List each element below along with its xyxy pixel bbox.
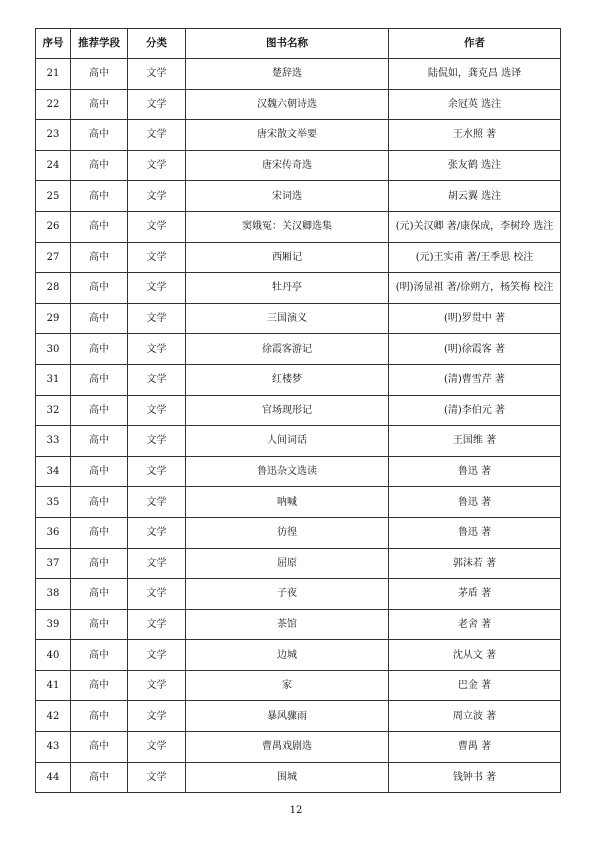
cell-author: (明)徐霞客 著: [389, 334, 561, 365]
table-row: [36, 120, 561, 151]
cell-stage: 高中: [71, 89, 128, 120]
header-title: 图书名称: [186, 29, 389, 59]
header-stage: 推荐学段: [71, 29, 128, 59]
cell-category: 文学: [128, 120, 186, 151]
cell-title: 徐霞客游记: [186, 334, 389, 365]
cell-stage: 高中: [71, 59, 128, 90]
cell-author: (清)曹雪芹 著: [389, 364, 561, 395]
table-row: [36, 426, 561, 457]
cell-author: 茅盾 著: [389, 579, 561, 610]
cell-title: 鲁迅杂文选读: [186, 456, 389, 487]
cell-title: 屈原: [186, 548, 389, 579]
cell-category: 文学: [128, 579, 186, 610]
cell-category: 文学: [128, 364, 186, 395]
cell-author: 鲁迅 著: [389, 456, 561, 487]
cell-no: 41: [36, 670, 71, 701]
cell-no: 26: [36, 211, 71, 242]
table-row: [36, 59, 561, 90]
cell-no: 33: [36, 426, 71, 457]
cell-author: 周立波 著: [389, 701, 561, 732]
cell-author: 陆侃如，龚克昌 选译: [389, 59, 561, 90]
cell-author: 郭沫若 著: [389, 548, 561, 579]
cell-stage: 高中: [71, 609, 128, 640]
cell-no: 40: [36, 640, 71, 671]
table-row: [36, 273, 561, 304]
cell-stage: 高中: [71, 670, 128, 701]
table-row: [36, 670, 561, 701]
table-row: [36, 364, 561, 395]
cell-title: 围城: [186, 762, 389, 793]
book-list-table: [35, 28, 561, 793]
cell-category: 文学: [128, 211, 186, 242]
cell-no: 32: [36, 395, 71, 426]
cell-category: 文学: [128, 59, 186, 90]
table-row: [36, 303, 561, 334]
cell-no: 44: [36, 762, 71, 793]
cell-category: 文学: [128, 609, 186, 640]
cell-no: 30: [36, 334, 71, 365]
cell-title: 三国演义: [186, 303, 389, 334]
table-row: [36, 609, 561, 640]
cell-title: 牡丹亭: [186, 273, 389, 304]
table-header-row: [36, 29, 561, 59]
cell-stage: 高中: [71, 456, 128, 487]
cell-title: 呐喊: [186, 487, 389, 518]
cell-no: 38: [36, 579, 71, 610]
cell-category: 文学: [128, 701, 186, 732]
cell-no: 25: [36, 181, 71, 212]
cell-title: 人间词话: [186, 426, 389, 457]
cell-stage: 高中: [71, 487, 128, 518]
cell-no: 43: [36, 732, 71, 763]
cell-title: 汉魏六朝诗选: [186, 89, 389, 120]
cell-author: (元)王实甫 著/王季思 校注: [389, 242, 561, 273]
table-row: [36, 181, 561, 212]
cell-stage: 高中: [71, 395, 128, 426]
table-row: [36, 456, 561, 487]
cell-stage: 高中: [71, 211, 128, 242]
cell-author: 钱钟书 著: [389, 762, 561, 793]
table-row: [36, 211, 561, 242]
cell-author: 曹禺 著: [389, 732, 561, 763]
table-row: [36, 89, 561, 120]
cell-title: 曹禺戏剧选: [186, 732, 389, 763]
cell-title: 西厢记: [186, 242, 389, 273]
cell-title: 边城: [186, 640, 389, 671]
cell-title: 宋词选: [186, 181, 389, 212]
cell-stage: 高中: [71, 120, 128, 151]
cell-author: 鲁迅 著: [389, 517, 561, 548]
cell-no: 37: [36, 548, 71, 579]
header-category: 分类: [128, 29, 186, 59]
cell-stage: 高中: [71, 426, 128, 457]
cell-title: 官场现形记: [186, 395, 389, 426]
table-row: [36, 487, 561, 518]
table-row: [36, 334, 561, 365]
cell-category: 文学: [128, 670, 186, 701]
cell-stage: 高中: [71, 242, 128, 273]
header-author: 作者: [389, 29, 561, 59]
cell-author: 巴金 著: [389, 670, 561, 701]
table-row: [36, 517, 561, 548]
cell-category: 文学: [128, 732, 186, 763]
cell-title: 唐宋传奇选: [186, 150, 389, 181]
cell-category: 文学: [128, 334, 186, 365]
cell-stage: 高中: [71, 762, 128, 793]
cell-no: 29: [36, 303, 71, 334]
table-row: [36, 242, 561, 273]
table-body: [36, 59, 561, 793]
cell-author: 胡云翼 选注: [389, 181, 561, 212]
cell-stage: 高中: [71, 334, 128, 365]
cell-no: 31: [36, 364, 71, 395]
header-no: 序号: [36, 29, 71, 59]
cell-title: 红楼梦: [186, 364, 389, 395]
cell-category: 文学: [128, 762, 186, 793]
cell-title: 唐宋散文举要: [186, 120, 389, 151]
cell-no: 24: [36, 150, 71, 181]
cell-no: 28: [36, 273, 71, 304]
cell-author: 张友鹤 选注: [389, 150, 561, 181]
table-row: [36, 548, 561, 579]
cell-title: 彷徨: [186, 517, 389, 548]
cell-title: 窦娥冤：关汉卿选集: [186, 211, 389, 242]
cell-author: (元)关汉卿 著/康保成，李树玲 选注: [389, 211, 561, 242]
cell-stage: 高中: [71, 364, 128, 395]
cell-no: 35: [36, 487, 71, 518]
cell-author: 鲁迅 著: [389, 487, 561, 518]
table-row: [36, 762, 561, 793]
cell-stage: 高中: [71, 517, 128, 548]
table-row: [36, 640, 561, 671]
cell-category: 文学: [128, 548, 186, 579]
table-row: [36, 395, 561, 426]
cell-no: 23: [36, 120, 71, 151]
cell-category: 文学: [128, 242, 186, 273]
cell-no: 21: [36, 59, 71, 90]
cell-category: 文学: [128, 395, 186, 426]
cell-stage: 高中: [71, 273, 128, 304]
cell-stage: 高中: [71, 640, 128, 671]
cell-author: (明)罗贯中 著: [389, 303, 561, 334]
cell-no: 39: [36, 609, 71, 640]
cell-no: 42: [36, 701, 71, 732]
cell-stage: 高中: [71, 548, 128, 579]
cell-category: 文学: [128, 426, 186, 457]
cell-author: 王水照 著: [389, 120, 561, 151]
cell-category: 文学: [128, 517, 186, 548]
cell-category: 文学: [128, 303, 186, 334]
cell-title: 茶馆: [186, 609, 389, 640]
cell-title: 子夜: [186, 579, 389, 610]
cell-stage: 高中: [71, 181, 128, 212]
cell-category: 文学: [128, 487, 186, 518]
cell-no: 34: [36, 456, 71, 487]
cell-title: 楚辞选: [186, 59, 389, 90]
cell-title: 家: [186, 670, 389, 701]
table-row: [36, 150, 561, 181]
cell-category: 文学: [128, 150, 186, 181]
cell-category: 文学: [128, 89, 186, 120]
cell-category: 文学: [128, 640, 186, 671]
cell-author: 王国维 著: [389, 426, 561, 457]
cell-stage: 高中: [71, 150, 128, 181]
cell-stage: 高中: [71, 701, 128, 732]
cell-stage: 高中: [71, 732, 128, 763]
cell-author: 老舍 著: [389, 609, 561, 640]
cell-category: 文学: [128, 273, 186, 304]
cell-no: 36: [36, 517, 71, 548]
cell-author: (明)汤显祖 著/徐朔方，杨笑梅 校注: [389, 273, 561, 304]
cell-title: 暴风骤雨: [186, 701, 389, 732]
cell-no: 27: [36, 242, 71, 273]
table-row: [36, 701, 561, 732]
cell-author: 沈从文 著: [389, 640, 561, 671]
cell-stage: 高中: [71, 579, 128, 610]
table-row: [36, 579, 561, 610]
cell-stage: 高中: [71, 303, 128, 334]
cell-category: 文学: [128, 456, 186, 487]
page-number: 12: [289, 805, 303, 816]
cell-category: 文学: [128, 181, 186, 212]
cell-author: 余冠英 选注: [389, 89, 561, 120]
cell-no: 22: [36, 89, 71, 120]
cell-author: (清)李伯元 著: [389, 395, 561, 426]
table-row: [36, 732, 561, 763]
